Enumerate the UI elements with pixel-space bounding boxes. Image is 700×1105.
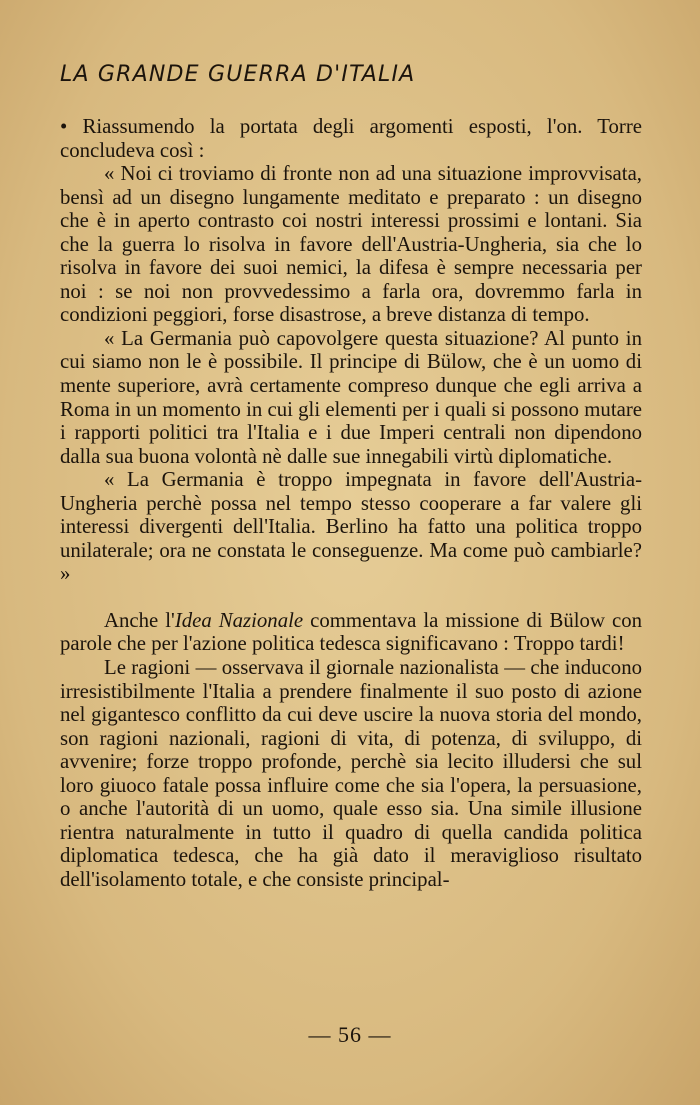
paragraph-6: Le ragioni — osservava il giornale nazionalista — che inducono irresistibilmente l'Italia a prendere finalmente il suo posto di azione nel gigantesco conflitto da cui deve uscire la nuova storia del mondo, son ragioni nazionali, ragioni di vita, di potenza, di sviluppo, di avvenire; forze troppo profonde, perchè sia lecito illudersi che sul loro giuoco fatale possa influire come che sia l'opera, la persuasione, o anche l'autorità di un uomo, quale esso sia. Una simile illusione rientra naturalmente in tutto il quadro di quella candida politica diplomatica tedesca, che ha già dato il meraviglioso risultato dell'isolamento totale, e che consiste principal- xyxy=(60,656,642,891)
page-number: — 56 — xyxy=(308,1022,392,1047)
paragraph-gap xyxy=(60,586,642,609)
paragraph-5-text-c: commentava la missione di Bülow con parole che per l'azione politica tedesca significavano : Troppo tardi! xyxy=(60,608,642,656)
newspaper-title: Idea Nazionale xyxy=(174,608,304,632)
paragraph-3: « La Germania può capovolgere questa situazione? Al punto in cui siamo non le è possibile. Il principe di Bülow, che è un uomo di mente superiore, avrà certamente compreso dunque che egli arriva a Roma in un momento in cui gli elementi per i quali si possono mutare i rapporti politici tra l'Italia e i due Imperi centrali non dipendono dalla sua buona volontà nè dalle sue innegabili virtù diplomatiche. xyxy=(60,326,642,468)
running-header: LA GRANDE GUERRA D'ITALIA xyxy=(60,62,416,87)
paragraph-1: • Riassumendo la portata degli argomenti esposti, l'on. Torre concludeva così : xyxy=(60,115,642,162)
paragraph-5-text-a: Anche l' xyxy=(104,608,175,632)
paragraph-4: « La Germania è troppo impegnata in favore dell'Austria-Ungheria perchè possa nel tempo stesso cooperare a far valere gli interessi divergenti dell'Italia. Berlino ha fatto una politica troppo unilaterale; ora ne constata le conseguenze. Ma come può cambiarle? » xyxy=(60,468,642,586)
paragraph-2: « Noi ci troviamo di fronte non ad una situazione improvvisata, bensì ad un disegno lungamente meditato e preparato : un disegno che è in aperto contrasto coi nostri interessi prossimi e lontani. Sia che la guerra lo risolva in favore dell'Austria-Ungheria, sia che lo risolva in favore dei suoi nemici, la difesa è sempre necessaria per noi : se noi non provvedessimo a farla ora, dovremmo farla in condizioni peggiori, forse disastrose, a breve distanza di tempo. xyxy=(60,162,642,327)
paragraph-5 xyxy=(60,609,642,656)
book-page xyxy=(60,62,642,892)
